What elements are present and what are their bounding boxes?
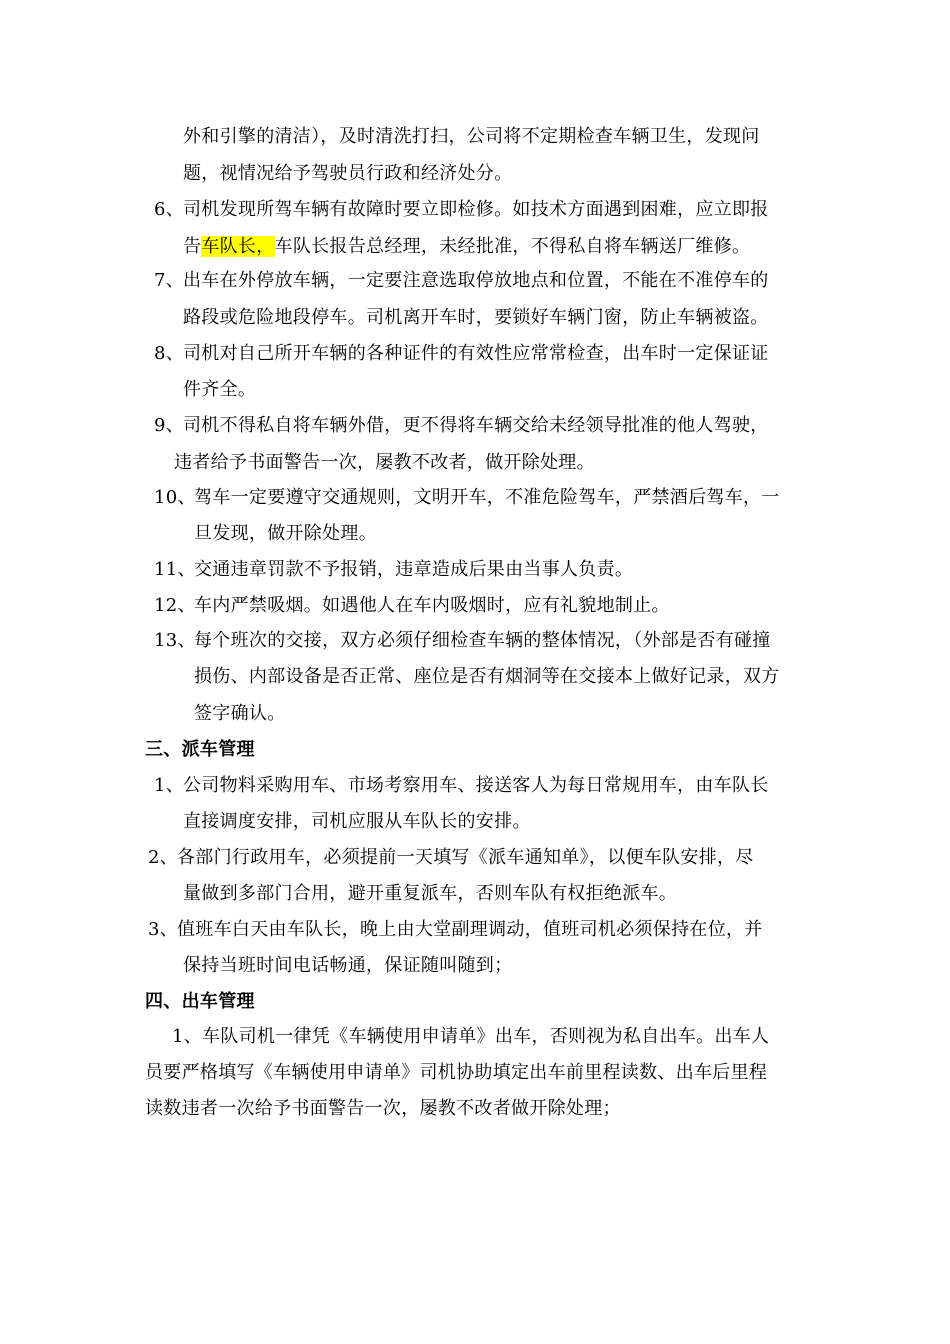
- item-10-line-2: 旦发现，做开除处理。: [194, 523, 377, 544]
- item-11-line-1: 交通违章罚款不予报销，违章造成后果由当事人负责。: [194, 559, 634, 580]
- s3-item-3-number: 3、: [148, 919, 179, 940]
- item-9-line-2: 违者给予书面警告一次，屡教不改者，做开除处理。: [174, 452, 595, 473]
- section-4-heading: 四、出车管理: [145, 991, 255, 1012]
- s4-paragraph-line-3: 读数违者一次给予书面警告一次，屡教不改者做开除处理；: [145, 1098, 621, 1119]
- item-6-line-2: [183, 232, 750, 262]
- s3-item-3-line-1: 值班车白天由车队长，晚上由大堂副理调动，值班司机必须保持在位，并: [177, 919, 763, 940]
- item-13-line-3: 签字确认。: [194, 703, 286, 724]
- section-3-heading: 三、派车管理: [145, 739, 255, 760]
- item-5-line-1: 外和引擎的清洁），及时清洗打扫，公司将不定期检查车辆卫生，发现问: [183, 126, 760, 147]
- s4-paragraph-line-1: 1、车队司机一律凭《车辆使用申请单》出车，否则视为私自出车。出车人: [172, 1026, 770, 1047]
- s3-item-2-line-1: 各部门行政用车，必须提前一天填写《派车通知单》，以便车队安排，尽: [177, 847, 754, 868]
- item-8-number: 8、: [154, 343, 185, 364]
- s3-item-1-line-1: 公司物料采购用车、市场考察用车、接送客人为每日常规用车，由车队长: [183, 775, 769, 796]
- s3-item-2-number: 2、: [148, 847, 179, 868]
- item-7-number: 7、: [154, 270, 185, 291]
- item-12-number: 12、: [154, 595, 196, 616]
- item-10-number: 10、: [154, 487, 196, 508]
- item-5-line-2: 题，视情况给予驾驶员行政和经济处分。: [183, 163, 513, 184]
- s4-paragraph-line-2: 员要严格填写《车辆使用申请单》司机协助填定出车前里程读数、出车后里程: [145, 1062, 768, 1083]
- item-6-line-1: 司机发现所驾车辆有故障时要立即检修。如技术方面遇到困难，应立即报: [183, 199, 769, 220]
- item-10-line-1: 驾车一定要遵守交通规则，文明开车，不准危险驾车，严禁酒后驾车，一: [194, 487, 780, 508]
- item-8-line-1: 司机对自己所开车辆的各种证件的有效性应常常检查，出车时一定保证证: [183, 343, 769, 364]
- item-13-number: 13、: [154, 630, 196, 651]
- s3-item-1-line-2: 直接调度安排，司机应服从车队长的安排。: [183, 811, 531, 832]
- item-6-line-2-pre: 告: [183, 236, 202, 257]
- item-12-line-1: 车内严禁吸烟。如遇他人在车内吸烟时，应有礼貌地制止。: [194, 595, 670, 616]
- item-9-line-1: 司机不得私自将车辆外借，更不得将车辆交给未经领导批准的他人驾驶，: [183, 415, 769, 436]
- s3-item-3-line-2: 保持当班时间电话畅通，保证随叫随到；: [183, 955, 513, 976]
- item-7-line-2: 路段或危险地段停车。司机离开车时，要锁好车辆门窗，防止车辆被盗。: [183, 307, 769, 328]
- item-13-line-1: 每个班次的交接，双方必须仔细检查车辆的整体情况，（外部是否有碰撞: [194, 630, 771, 651]
- s3-item-2-line-2: 量做到多部门合用，避开重复派车，否则车队有权拒绝派车。: [183, 883, 678, 904]
- highlighted-text: 车队长，: [201, 236, 275, 257]
- item-9-number: 9、: [154, 415, 185, 436]
- s3-item-1-number: 1、: [154, 775, 185, 796]
- item-11-number: 11、: [154, 559, 196, 580]
- item-13-line-2: 损伤、内部设备是否正常、座位是否有烟洞等在交接本上做好记录，双方: [194, 666, 780, 687]
- item-6-number: 6、: [154, 199, 185, 220]
- item-7-line-1: 出车在外停放车辆，一定要注意选取停放地点和位置，不能在不准停车的: [183, 270, 769, 291]
- item-6-line-2-post: 车队长报告总经理，未经批准，不得私自将车辆送厂维修。: [274, 236, 751, 257]
- item-8-line-2: 件齐全。: [183, 379, 257, 400]
